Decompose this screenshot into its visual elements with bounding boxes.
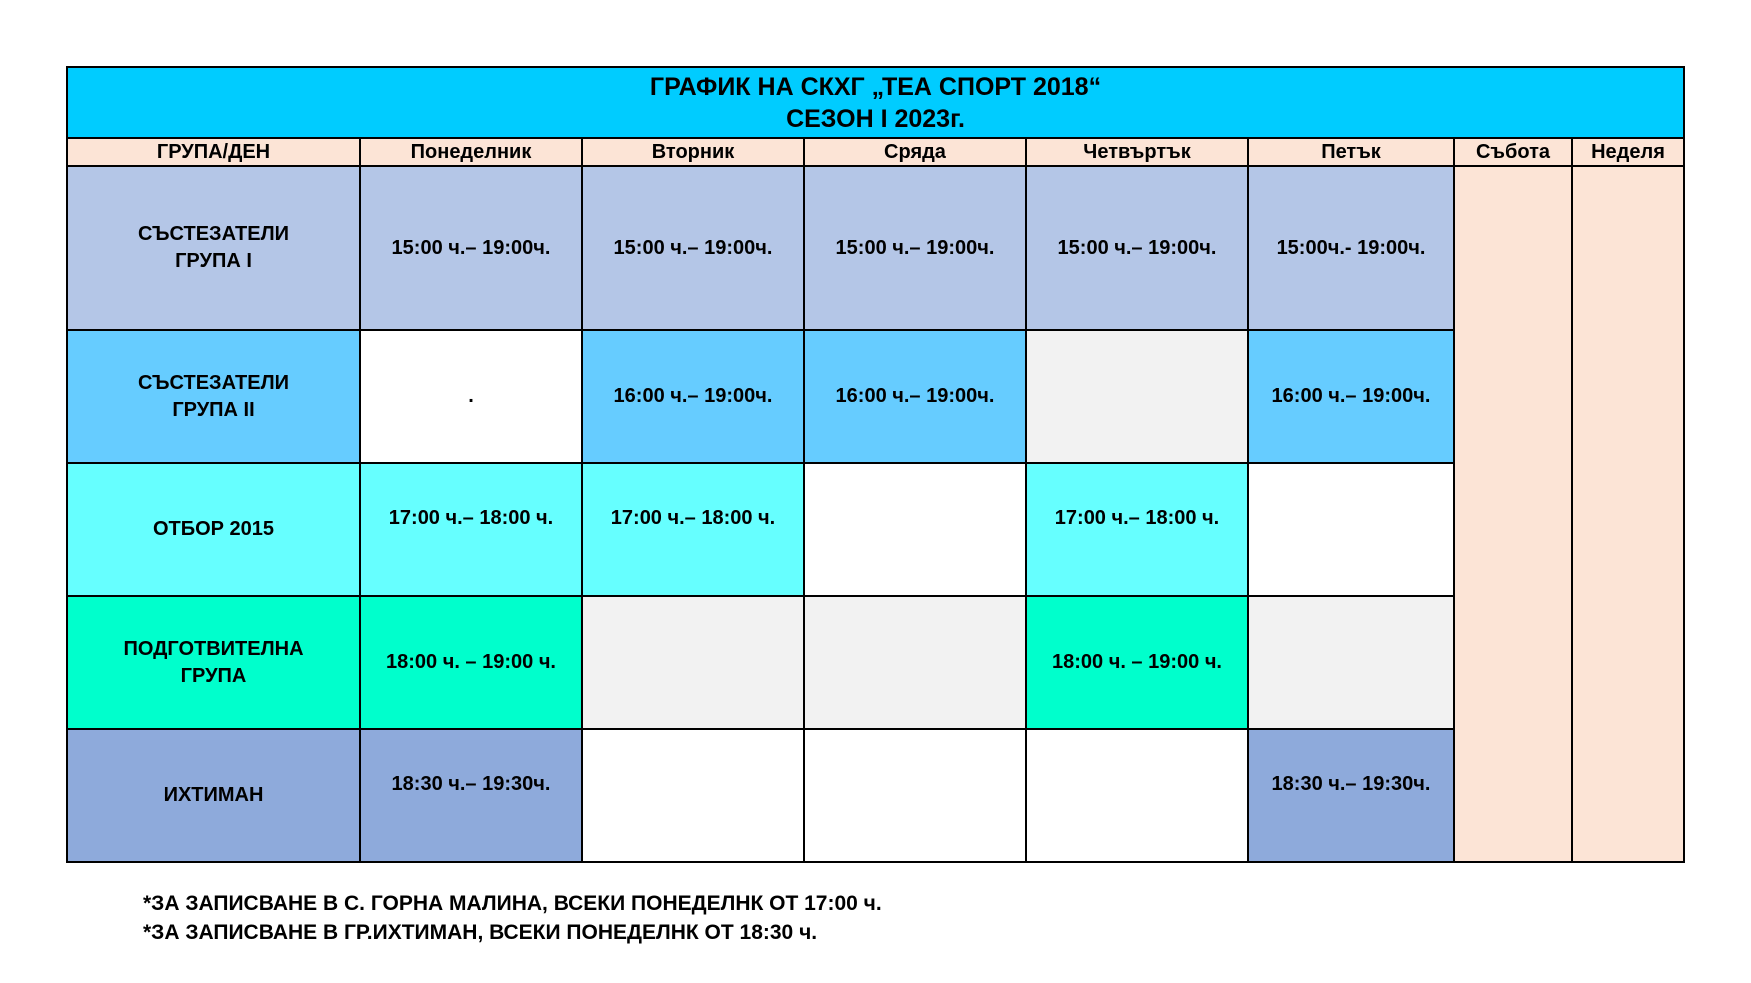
time-slot-cell: 15:00 ч.– 19:00ч. — [360, 166, 582, 330]
time-slot-cell — [1026, 330, 1248, 463]
schedule-table — [66, 66, 1685, 863]
note-line: *ЗА ЗАПИСВАНЕ В С. ГОРНА МАЛИНА, ВСЕКИ ПОНЕДЕЛНК ОТ 17:00 ч. — [143, 892, 882, 915]
group-name-cell — [67, 463, 360, 596]
group-row — [67, 330, 1684, 463]
time-slot-cell: 15:00 ч.– 19:00ч. — [1026, 166, 1248, 330]
note-line: *ЗА ЗАПИСВАНЕ В ГР.ИХТИМАН, ВСЕКИ ПОНЕДЕЛНК ОТ 18:30 ч. — [143, 921, 818, 944]
group-row — [67, 596, 1684, 729]
time-slot-cell — [804, 463, 1026, 596]
group-name-line: ИХТИМАН — [163, 784, 264, 806]
notes — [143, 889, 882, 947]
time-slot-cell — [1026, 729, 1248, 862]
time-slot-cell: 18:00 ч. – 19:00 ч. — [360, 596, 582, 729]
group-row — [67, 166, 1684, 330]
time-slot-cell: 17:00 ч.– 18:00 ч. — [1026, 463, 1248, 596]
group-row — [67, 729, 1684, 862]
time-slot-cell — [1248, 463, 1454, 596]
title-line-1: ГРАФИК НА СКХГ „ТЕА СПОРТ 2018“ — [649, 72, 1102, 101]
time-slot-cell: 15:00ч.- 19:00ч. — [1248, 166, 1454, 330]
time-slot-cell: 18:30 ч.– 19:30ч. — [360, 729, 582, 862]
time-slot-cell: . — [360, 330, 582, 463]
schedule-title — [67, 67, 1684, 138]
day-header-row — [67, 138, 1684, 166]
time-slot-cell — [1248, 596, 1454, 729]
time-slot-cell: 15:00 ч.– 19:00ч. — [804, 166, 1026, 330]
time-slot-cell: 17:00 ч.– 18:00 ч. — [582, 463, 804, 596]
time-slot-cell — [804, 596, 1026, 729]
day-header-sunday: Неделя — [1572, 138, 1684, 166]
day-header-tuesday: Вторник — [582, 138, 804, 166]
group-name-line: ГРУПА — [180, 664, 247, 687]
corner-header: ГРУПА/ДЕН — [67, 138, 360, 166]
group-name-cell — [67, 596, 360, 729]
time-slot-cell: 18:30 ч.– 19:30ч. — [1248, 729, 1454, 862]
group-name-cell — [67, 330, 360, 463]
group-name-cell — [67, 166, 360, 330]
group-name-line: СЪСТЕЗАТЕЛИ — [137, 371, 289, 394]
time-slot-cell: 15:00 ч.– 19:00ч. — [582, 166, 804, 330]
schedule-body — [67, 166, 1684, 862]
time-slot-cell: 16:00 ч.– 19:00ч. — [804, 330, 1026, 463]
group-name-line: СЪСТЕЗАТЕЛИ — [137, 223, 289, 245]
weekend-cell-saturday — [1454, 166, 1572, 862]
time-slot-cell: 16:00 ч.– 19:00ч. — [1248, 330, 1454, 463]
time-slot-cell — [582, 596, 804, 729]
time-slot-cell: 18:00 ч. – 19:00 ч. — [1026, 596, 1248, 729]
title-line-2: СЕЗОН I 2023г. — [786, 104, 965, 133]
day-header-wednesday: Сряда — [804, 138, 1026, 166]
time-slot-cell: 17:00 ч.– 18:00 ч. — [360, 463, 582, 596]
group-name-line: ПОДГОТВИТЕЛНА — [123, 637, 304, 660]
time-slot-cell — [804, 729, 1026, 862]
weekend-cell-sunday — [1572, 166, 1684, 862]
group-name-line: ГРУПА II — [172, 398, 255, 421]
day-header-friday: Петък — [1248, 138, 1454, 166]
group-name-line: ОТБОР 2015 — [152, 518, 275, 540]
group-row — [67, 463, 1684, 596]
group-name-line: ГРУПА I — [175, 250, 252, 272]
day-header-saturday: Събота — [1454, 138, 1572, 166]
day-header-monday: Понеделник — [360, 138, 582, 166]
time-slot-cell: 16:00 ч.– 19:00ч. — [582, 330, 804, 463]
day-header-thursday: Четвъртък — [1026, 138, 1248, 166]
group-name-cell — [67, 729, 360, 862]
time-slot-cell — [582, 729, 804, 862]
